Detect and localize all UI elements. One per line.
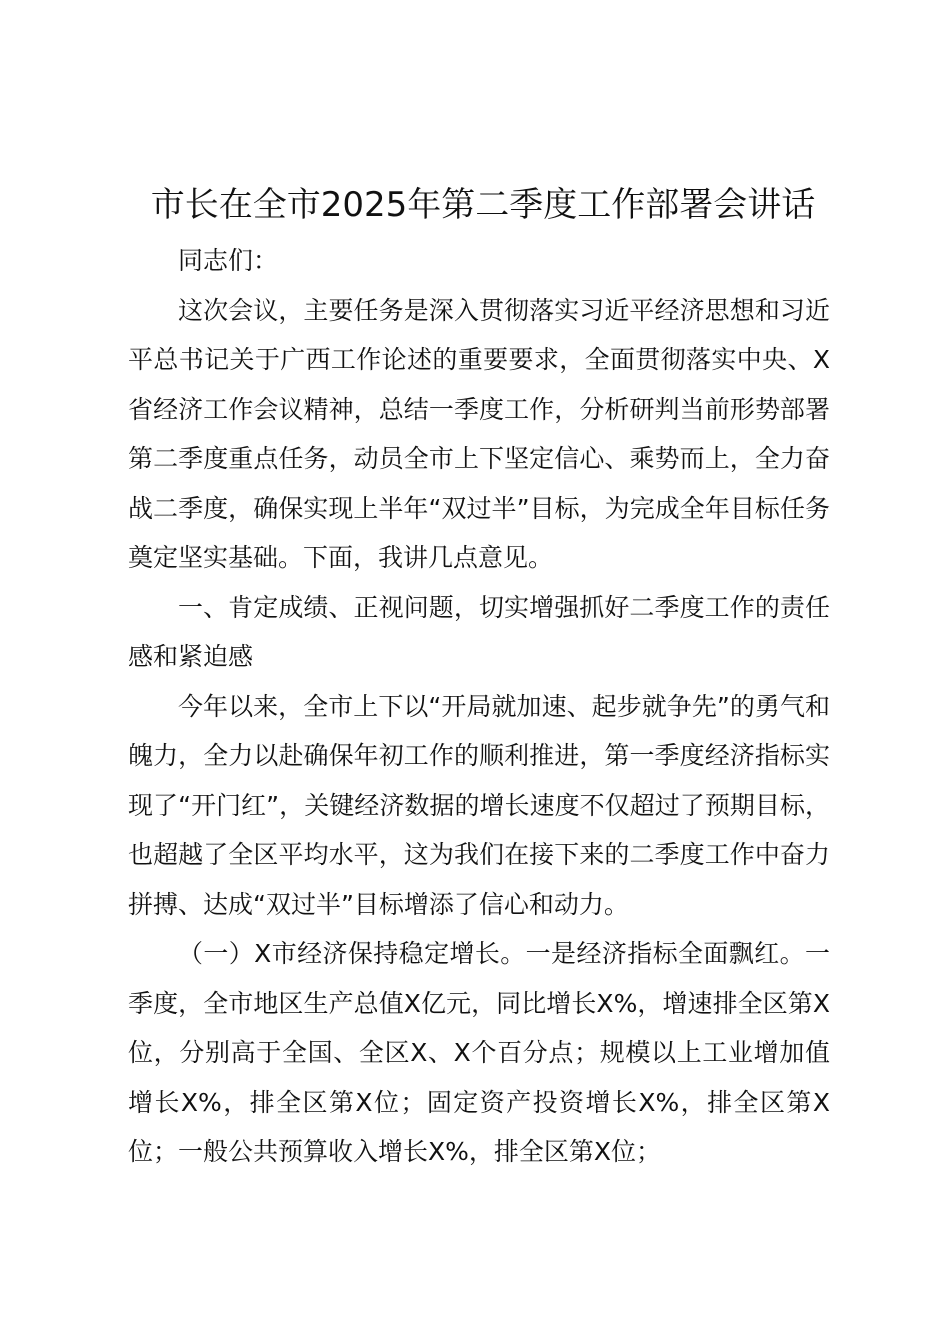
body-paragraph: （一）X市经济保持稳定增长。一是经济指标全面飘红。一季度，全市地区生产总值X亿元，同比增长X%，增速排全区第X位，分别高于全国、全区X、X个百分点；规模以上工业增加值增长X%，排全区第X位；固定资产投资增长X%，排全区第X位；一般公共预算收入增长X%，排全区第X位；	[128, 939, 830, 1166]
intro-paragraph: 这次会议，主要任务是深入贯彻落实习近平经济思想和习近平总书记关于广西工作论述的重要要求，全面贯彻落实中央、X省经济工作会议精神，总结一季度工作，分析研判当前形势部署第二季度重点任务，动员全市上下坚定信心、乘势而上，全力奋战二季度，确保实现上半年“双过半”目标，为完成全年目标任务奠定坚实基础。下面，我讲几点意见。	[128, 295, 830, 572]
body-paragraph: 今年以来，全市上下以“开局就加速、起步就争先”的勇气和魄力，全力以赴确保年初工作的顺利推进，第一季度经济指标实现了“开门红”，关键经济数据的增长速度不仅超过了预期目标，也超越了全区平均水平，这为我们在接下来的二季度工作中奋力拼搏、达成“双过半”目标增添了信心和动力。	[128, 691, 830, 919]
section-heading: 一、肯定成绩、正视问题，切实增强抓好二季度工作的责任感和紧迫感	[128, 592, 830, 671]
salutation: 同志们：	[178, 246, 279, 275]
page-title: 市长在全市2025年第二季度工作部署会讲话	[150, 185, 816, 225]
document-body	[128, 236, 830, 1177]
